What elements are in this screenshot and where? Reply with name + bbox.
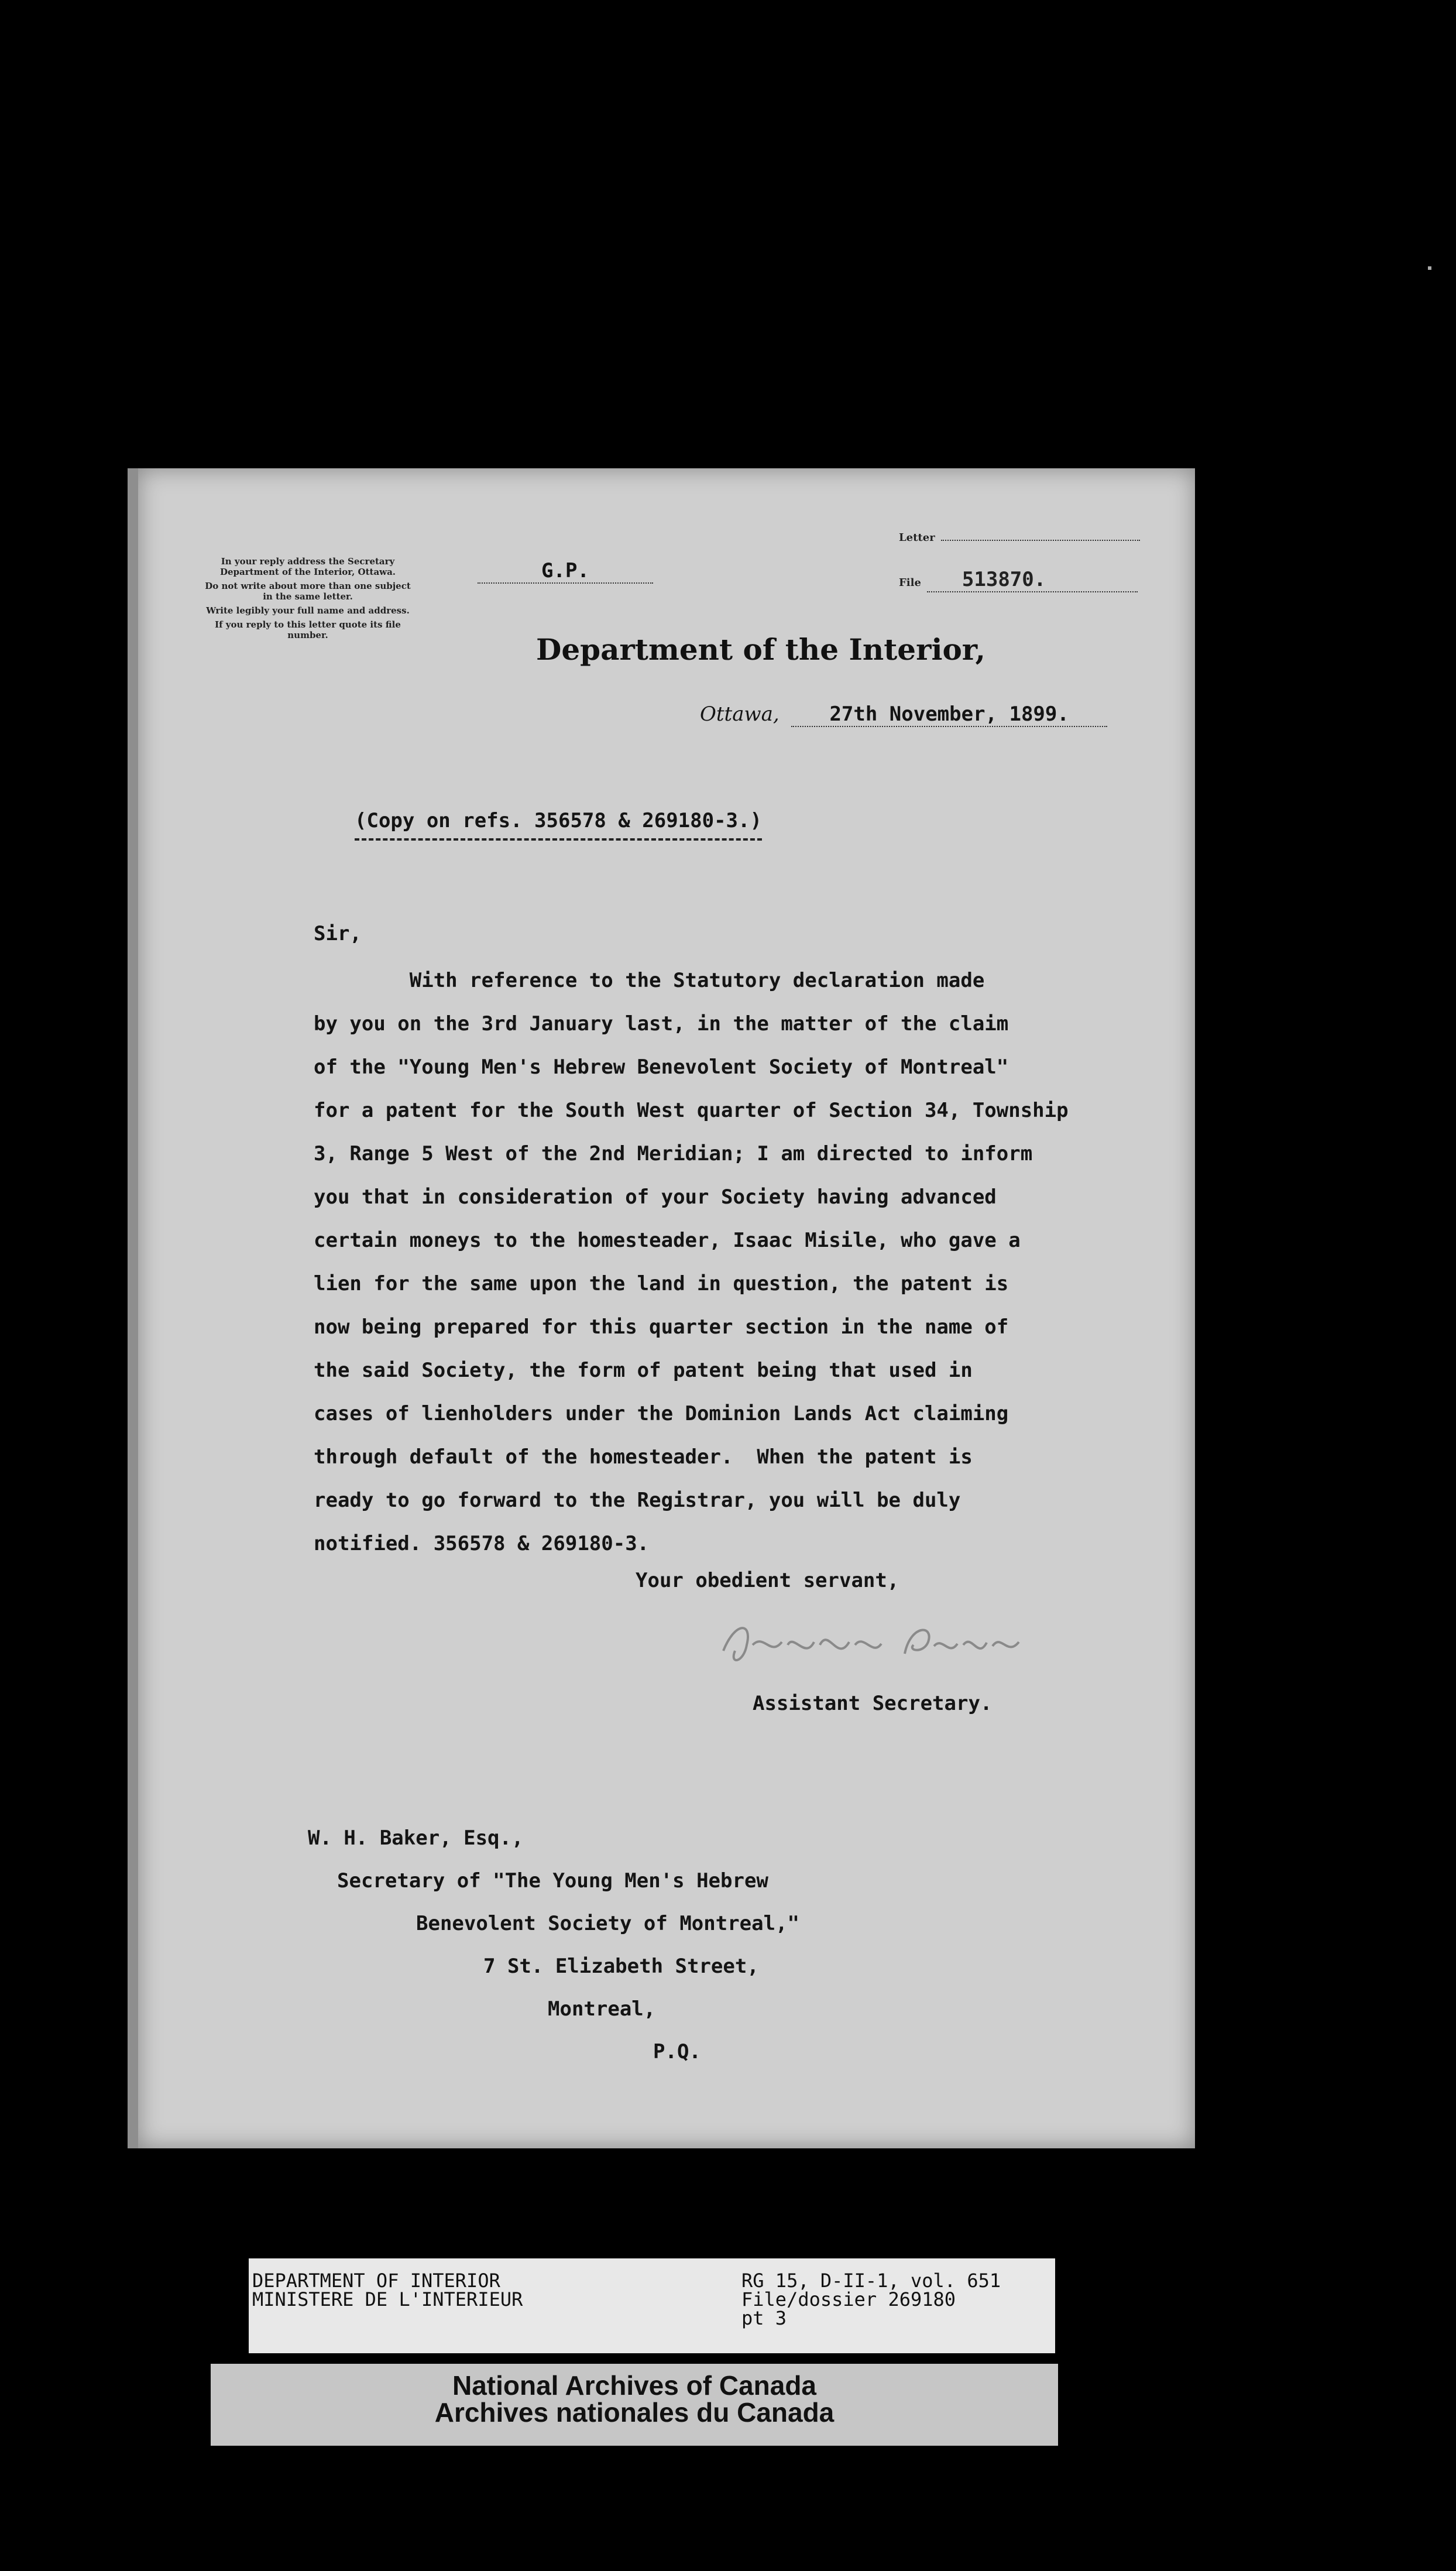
addressee-city: Montreal,: [548, 1997, 656, 2021]
letter-date: 27th November, 1899.: [791, 702, 1107, 727]
instruction-line: Do not write about more than one subject in the same letter.: [205, 581, 411, 602]
scan-speck: [1428, 266, 1431, 270]
archive-file: File/dossier 269180: [741, 2288, 956, 2311]
letter-label: Letter: [899, 532, 935, 544]
body-line: cases of lienholders under the Dominion Lands Act claiming: [314, 1402, 1009, 1425]
instruction-line: If you reply to this letter quote its file number.: [215, 619, 401, 640]
file-number-row: [899, 568, 1138, 592]
archives-name-en: National Archives of Canada: [452, 2370, 816, 2401]
body-line: through default of the homesteader. When the patent is: [314, 1445, 973, 1469]
body-line: now being prepared for this quarter section in the name of: [314, 1315, 1009, 1339]
body-line: by you on the 3rd January last, in the matter of the claim: [314, 1012, 1009, 1036]
signatory-title: Assistant Secretary.: [753, 1692, 993, 1715]
file-label: File: [899, 577, 921, 589]
archive-part: pt 3: [741, 2307, 787, 2329]
letter-sheet: [128, 468, 1195, 2148]
letter-number-row: [899, 532, 1140, 544]
body-line: 3, Range 5 West of the 2nd Meridian; I am directed to inform: [314, 1142, 1033, 1165]
instruction-line: In your reply address the Secretary Department of the Interior, Ottawa.: [219, 556, 396, 577]
letter-number-blank: [941, 540, 1140, 541]
place: Ottawa,: [700, 702, 779, 726]
archive-label: [249, 2258, 1055, 2353]
archives-footer: [211, 2364, 1058, 2446]
date-line: [700, 702, 1107, 727]
addressee-name: W. H. Baker, Esq.,: [308, 1826, 524, 1850]
file-number: 513870.: [927, 568, 1138, 592]
archive-dept-fr: MINISTERE DE L'INTERIEUR: [252, 2288, 523, 2311]
body-line: you that in consideration of your Society having advanced: [314, 1185, 997, 1209]
archive-dept-en: DEPARTMENT OF INTERIOR: [252, 2270, 500, 2292]
body-line: for a patent for the South West quarter of Section 34, Township: [314, 1099, 1069, 1122]
instruction-line: Write legibly your full name and address.: [206, 605, 410, 616]
handwritten-signature: [712, 1610, 1039, 1680]
body-line: certain moneys to the homesteader, Isaac Misile, who gave a: [314, 1229, 1021, 1252]
addressee-line: Benevolent Society of Montreal,": [416, 1912, 800, 1935]
reply-instructions: [202, 556, 413, 644]
closing: Your obedient servant,: [636, 1569, 899, 1592]
archive-reference: [741, 2271, 1001, 2327]
archive-record-group: RG 15, D-II-1, vol. 651: [741, 2270, 1001, 2292]
body-line: the said Society, the form of patent being that used in: [314, 1359, 973, 1382]
letter-body: [314, 959, 1180, 1565]
archives-name-fr: Archives nationales du Canada: [434, 2397, 835, 2428]
archive-department: [252, 2271, 523, 2309]
body-line: of the "Young Men's Hebrew Benevolent Society of Montreal": [314, 1055, 1009, 1079]
body-line: With reference to the Statutory declaration made: [314, 969, 985, 992]
reference-initials: G.P.: [478, 559, 653, 584]
department-heading: Department of the Interior,: [536, 632, 985, 667]
salutation: Sir,: [314, 922, 362, 945]
addressee-line: Secretary of "The Young Men's Hebrew: [337, 1869, 768, 1893]
body-line: lien for the same upon the land in question, the patent is: [314, 1272, 1009, 1295]
copy-reference: (Copy on refs. 356578 & 269180-3.): [355, 809, 762, 841]
body-line: notified. 356578 & 269180-3.: [314, 1532, 650, 1555]
addressee-province: P.Q.: [653, 2040, 701, 2063]
addressee-street: 7 St. Elizabeth Street,: [483, 1955, 759, 1978]
body-line: ready to go forward to the Registrar, you will be duly: [314, 1489, 961, 1512]
